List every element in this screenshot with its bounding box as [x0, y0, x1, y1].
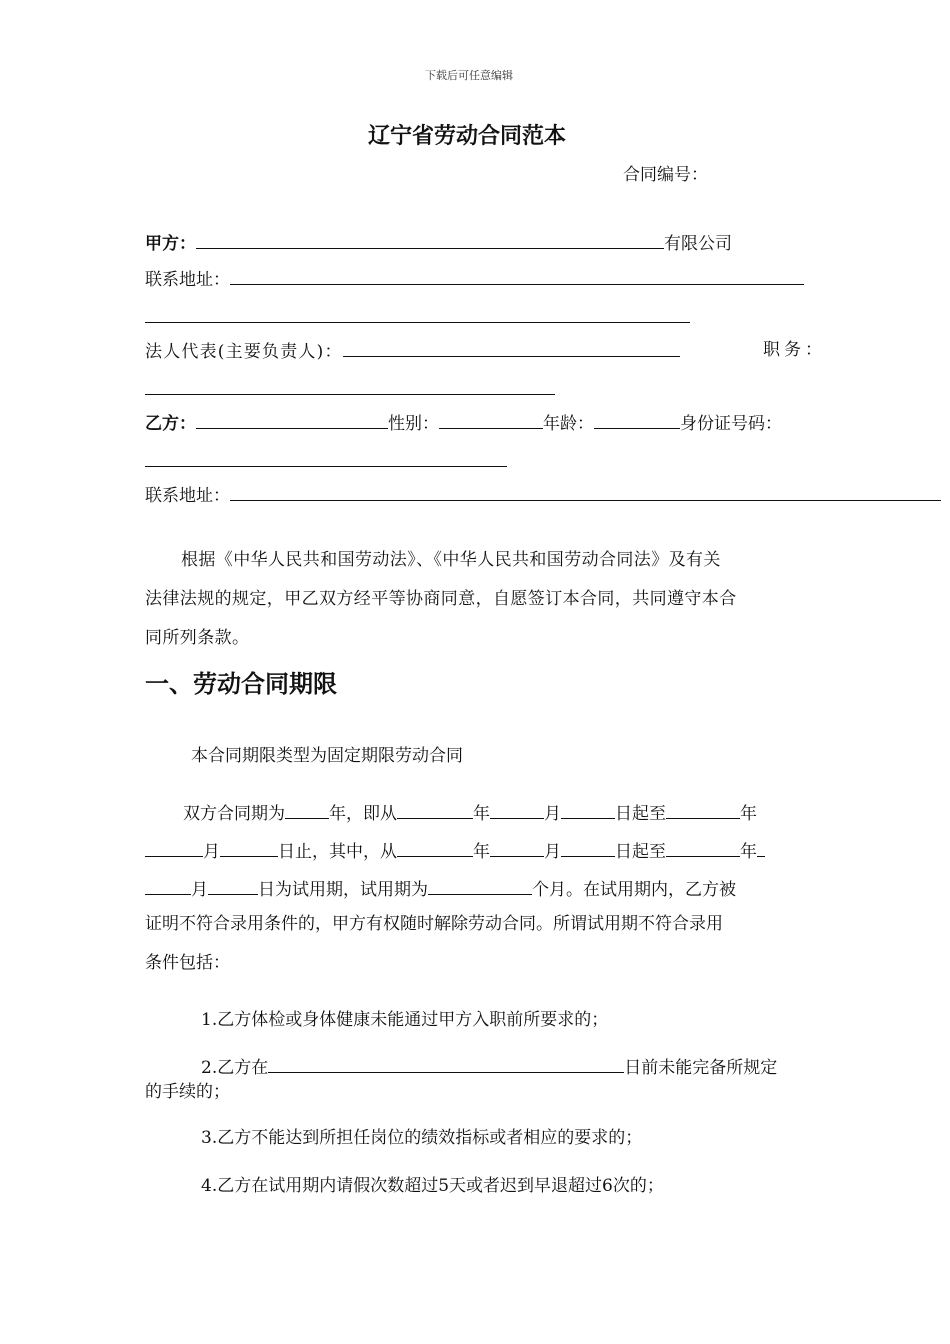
party-b-line	[145, 411, 782, 435]
start-day-blank[interactable]	[561, 801, 615, 819]
party-a-suffix: 有限公司	[664, 234, 732, 254]
probation-end-month-blank[interactable]	[145, 877, 191, 895]
term-text: ，其中，从	[312, 842, 397, 862]
contract-number-label: 合同编号：	[623, 165, 708, 185]
age-blank[interactable]	[594, 411, 680, 429]
term-years-blank[interactable]	[285, 801, 329, 819]
end-year-blank[interactable]	[666, 801, 740, 819]
party-b-address-line	[145, 483, 941, 507]
party-b-label: 乙方：	[145, 414, 196, 434]
term-text: 日起至	[615, 804, 666, 824]
end-month-blank[interactable]	[145, 839, 203, 857]
party-a-address-blank[interactable]	[230, 267, 804, 285]
probation-months-blank[interactable]	[428, 877, 532, 895]
item-2-deadline-blank[interactable]	[268, 1055, 624, 1073]
term-line-5: 条件包括：	[145, 953, 230, 973]
year-unit: 年	[740, 804, 757, 824]
month-unit: 月	[203, 842, 220, 862]
legal-rep-line	[145, 339, 680, 363]
party-b-address-blank[interactable]	[230, 483, 941, 501]
year-unit: 年	[473, 804, 490, 824]
party-a-address-label: 联系地址：	[145, 270, 230, 290]
party-a-address-blank-2[interactable]	[145, 322, 690, 323]
probation-start-year-blank[interactable]	[397, 839, 473, 857]
section-1-heading: 一、劳动合同期限	[145, 670, 337, 698]
term-text: ，即从	[346, 804, 397, 824]
intro-paragraph	[145, 541, 810, 658]
intro-line-3: 同所列条款。	[145, 628, 250, 648]
legal-rep-blank[interactable]	[343, 339, 680, 357]
start-month-blank[interactable]	[490, 801, 544, 819]
term-text: 日止	[278, 842, 312, 862]
age-label: 年龄：	[543, 414, 594, 434]
probation-start-month-blank[interactable]	[490, 839, 544, 857]
term-line-2	[145, 839, 765, 863]
month-unit: 月	[544, 804, 561, 824]
watermark: 下载后可任意编辑	[425, 69, 513, 82]
party-b-address-label: 联系地址：	[145, 486, 230, 506]
year-unit: 年	[329, 804, 346, 824]
item-2-text: 日前未能完备所规定	[624, 1058, 778, 1078]
probation-start-day-blank[interactable]	[561, 839, 615, 857]
intro-line-2: 法律法规的规定，甲乙双方经平等协商同意，自愿签订本合同，共同遵守本合	[145, 589, 737, 609]
term-text: 日为试用期，试用期为	[258, 880, 428, 900]
month-unit: 月	[191, 880, 208, 900]
year-unit: 年	[740, 842, 757, 862]
party-a-line	[145, 231, 732, 255]
term-line-3	[145, 877, 736, 901]
term-text: 个月。在试用期内，乙方被	[532, 880, 736, 900]
condition-item-3: 3.乙方不能达到所担任岗位的绩效指标或者相应的要求的；	[201, 1128, 643, 1148]
page-title: 辽宁省劳动合同范本	[368, 124, 567, 149]
term-text: 日起至	[615, 842, 666, 862]
gender-blank[interactable]	[439, 411, 543, 429]
party-a-label: 甲方：	[145, 234, 196, 254]
position-blank[interactable]	[145, 394, 555, 395]
id-number-label: 身份证号码：	[680, 414, 782, 434]
probation-end-day-blank[interactable]	[208, 877, 258, 895]
id-number-blank[interactable]	[145, 466, 507, 467]
year-unit: 年	[473, 842, 490, 862]
month-unit: 月	[544, 842, 561, 862]
item-2-text: 2.乙方在	[201, 1058, 269, 1078]
start-year-blank[interactable]	[397, 801, 473, 819]
party-b-name-blank[interactable]	[196, 411, 388, 429]
condition-item-4: 4.乙方在试用期内请假次数超过5天或者迟到早退超过6次的；	[201, 1176, 664, 1196]
legal-rep-label: 法人代表(主要负责人)：	[145, 342, 343, 362]
condition-item-2	[201, 1055, 777, 1079]
condition-item-2-cont: 的手续的；	[145, 1082, 230, 1102]
intro-line-1: 根据《中华人民共和国劳动法》、《中华人民共和国劳动合同法》及有关	[181, 550, 721, 570]
term-line-4: 证明不符合录用条件的，甲方有权随时解除劳动合同。所谓试用期不符合录用	[145, 914, 723, 934]
end-day-blank[interactable]	[220, 839, 278, 857]
contract-type-line: 本合同期限类型为固定期限劳动合同	[191, 746, 463, 766]
term-text: 双方合同期为	[183, 804, 285, 824]
condition-item-1: 1.乙方体检或身体健康未能通过甲方入职前所要求的；	[201, 1010, 609, 1030]
term-line-1	[183, 801, 757, 825]
probation-end-year-tail[interactable]	[757, 839, 765, 857]
party-a-name-blank[interactable]	[196, 231, 664, 249]
probation-end-year-blank[interactable]	[666, 839, 740, 857]
gender-label: 性别：	[388, 414, 439, 434]
position-label: 职务：	[763, 340, 826, 360]
party-a-address-line	[145, 267, 804, 291]
